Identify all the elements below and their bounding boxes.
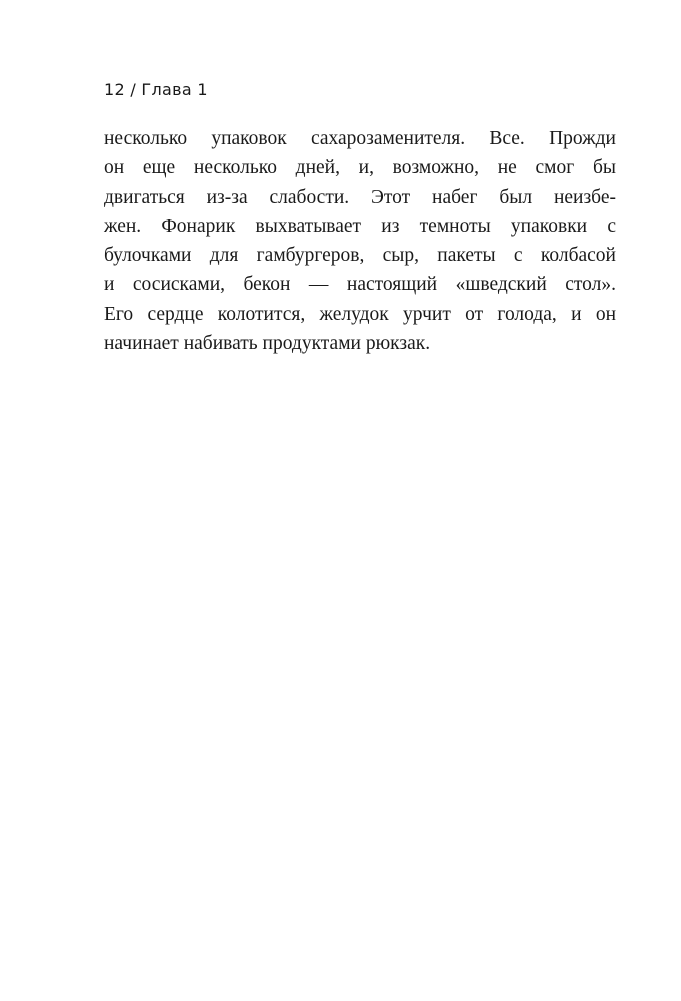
body-paragraph	[104, 124, 616, 358]
text-line: Его сердце колотится, желудок урчит от голода, и он	[104, 303, 616, 325]
text-line: двигаться из-за слабости. Этот набег был неизбе-	[104, 186, 616, 208]
text-line: булочками для гамбургеров, сыр, пакеты с колбасой	[104, 245, 616, 267]
text-line: начинает набивать продуктами рюкзак.	[104, 333, 431, 355]
text-line: и сосисками, бекон — настоящий «шведский стол».	[104, 274, 616, 296]
text-line: жен. Фонарик выхватывает из темноты упаковки с	[104, 215, 616, 237]
text-line: он еще несколько дней, и, возможно, не смог бы	[104, 157, 616, 179]
text-line: несколько упаковок сахарозаменителя. Все. Прожди	[104, 128, 616, 149]
running-head: 12 / Глава 1	[104, 80, 208, 99]
